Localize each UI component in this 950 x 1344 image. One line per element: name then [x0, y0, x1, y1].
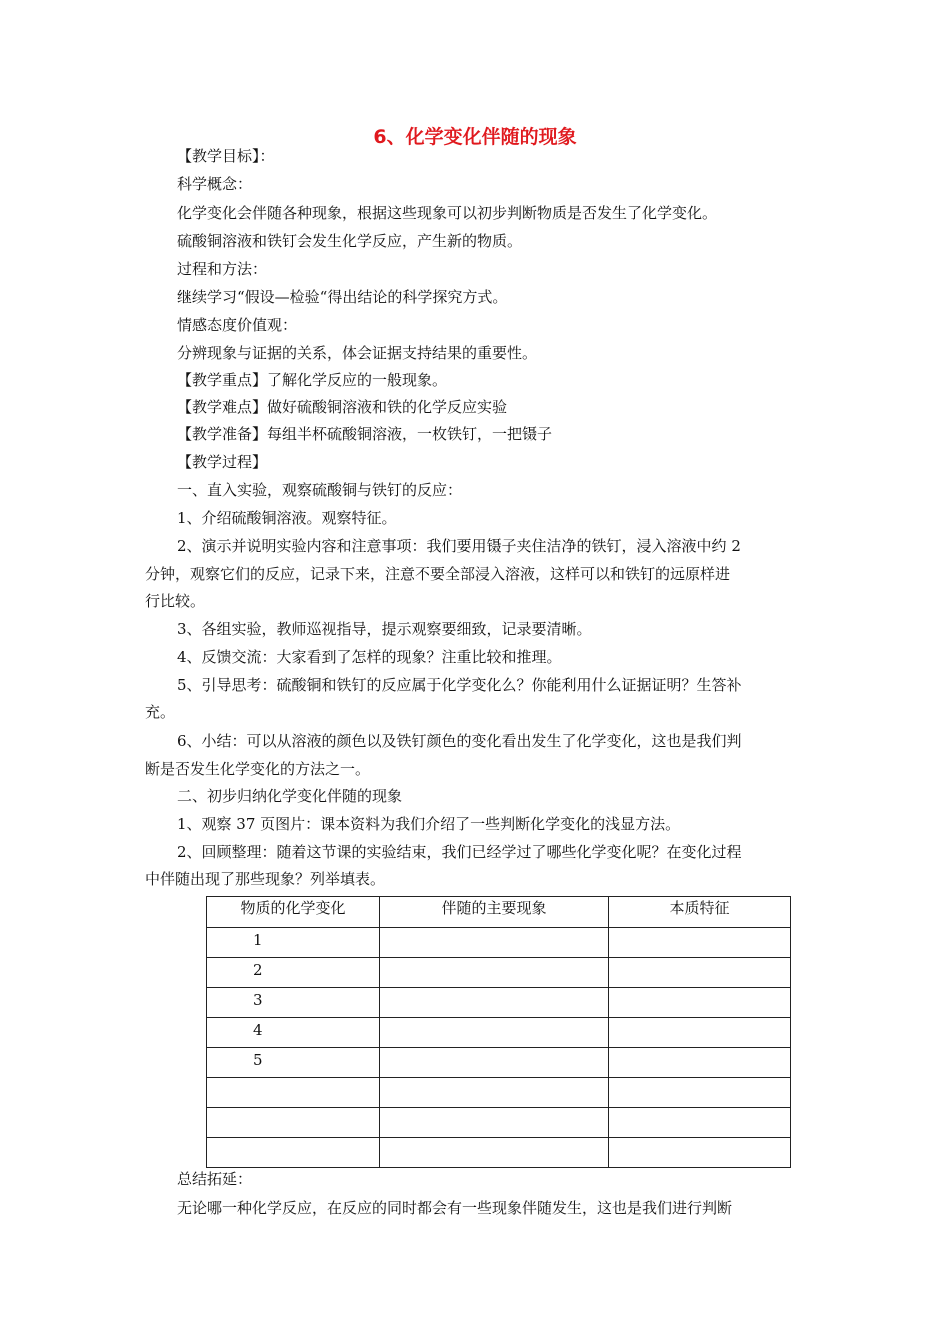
part1-heading: 一、直入实验，观察硫酸铜与铁钉的反应： — [177, 481, 463, 499]
table-cell — [207, 1138, 380, 1168]
row-number: 2 — [253, 961, 263, 979]
table-row — [207, 1078, 791, 1108]
table-cell — [609, 928, 791, 958]
table-cell — [380, 988, 609, 1018]
table-cell — [609, 1018, 791, 1048]
summary-heading: 总结拓延： — [177, 1170, 253, 1188]
table-cell — [207, 1078, 380, 1108]
table-row — [207, 928, 791, 958]
concept-text-2: 硫酸铜溶液和铁钉会发生化学反应，产生新的物质。 — [177, 232, 523, 250]
table-cell — [609, 1078, 791, 1108]
table-cell — [380, 958, 609, 988]
part1-item-5b: 充。 — [145, 703, 176, 721]
objectives-heading: 【教学目标】： — [177, 147, 275, 165]
attitude-text-1: 分辨现象与证据的关系，体会证据支持结果的重要性。 — [177, 344, 538, 362]
table-cell — [380, 928, 609, 958]
table-cell — [609, 1138, 791, 1168]
phenomena-table — [206, 896, 791, 1168]
table-header-row — [207, 897, 791, 928]
row-number: 4 — [253, 1021, 263, 1039]
table-cell — [380, 1108, 609, 1138]
difficulty: 【教学难点】做好硫酸铜溶液和铁的化学反应实验 — [177, 398, 508, 416]
part1-item-4: 4、反馈交流：大家看到了怎样的现象？注重比较和推理。 — [177, 648, 562, 666]
part2-item-2a: 2、回顾整理：随着这节课的实验结束，我们已经学过了哪些化学变化呢？在变化过程 — [177, 843, 742, 861]
method-text-1: 继续学习“假设—检验“得出结论的科学探究方式。 — [177, 288, 508, 306]
table-row — [207, 1138, 791, 1168]
row-number: 1 — [253, 931, 263, 949]
page-title: 6、化学变化伴随的现象 — [373, 126, 577, 148]
table-cell — [609, 988, 791, 1018]
table-cell — [380, 1078, 609, 1108]
part1-item-6b: 断是否发生化学变化的方法之一。 — [145, 760, 371, 778]
table-row — [207, 1018, 791, 1048]
summary-text-1: 无论哪一种化学反应，在反应的同时都会有一些现象伴随发生，这也是我们进行判断 — [177, 1199, 733, 1217]
concept-text-1: 化学变化会伴随各种现象，根据这些现象可以初步判断物质是否发生了化学变化。 — [177, 204, 718, 222]
preparation: 【教学准备】每组半杯硫酸铜溶液，一枚铁钉，一把镊子 — [177, 425, 553, 443]
process-heading: 【教学过程】 — [177, 453, 268, 471]
table-cell — [609, 958, 791, 988]
part1-item-2a: 2、演示并说明实验内容和注意事项：我们要用镊子夹住洁净的铁钉，浸入溶液中约 2 — [177, 537, 741, 555]
science-concept-label: 科学概念： — [177, 175, 253, 193]
part1-item-2b: 分钟，观察它们的反应，记录下来，注意不要全部浸入溶液，这样可以和铁钉的远原样进 — [145, 565, 731, 583]
table-row — [207, 958, 791, 988]
part2-item-2b: 中伴随出现了那些现象？列举填表。 — [145, 870, 386, 888]
table-cell — [609, 1108, 791, 1138]
table-cell — [609, 1048, 791, 1078]
part2-heading: 二、初步归纳化学变化伴随的现象 — [177, 787, 403, 805]
row-number: 3 — [253, 991, 263, 1009]
table-cell — [380, 1138, 609, 1168]
table-cell — [380, 1018, 609, 1048]
table-cell — [380, 1048, 609, 1078]
part2-item-1: 1、观察 37 页图片：课本资料为我们介绍了一些判断化学变化的浅显方法。 — [177, 815, 681, 833]
part1-item-2c: 行比较。 — [145, 592, 206, 610]
table-row — [207, 988, 791, 1018]
part1-item-6a: 6、小结：可以从溶液的颜色以及铁钉颜色的变化看出发生了化学变化，这也是我们判 — [177, 732, 742, 750]
table-row — [207, 1048, 791, 1078]
part1-item-5a: 5、引导思考：硫酸铜和铁钉的反应属于化学变化么？你能利用什么证据证明？生答补 — [177, 676, 742, 694]
part1-item-1: 1、介绍硫酸铜溶液。观察特征。 — [177, 509, 397, 527]
key-point: 【教学重点】了解化学反应的一般现象。 — [177, 371, 448, 389]
process-method-label: 过程和方法： — [177, 260, 268, 278]
row-number: 5 — [253, 1051, 263, 1069]
part1-item-3: 3、各组实验，教师巡视指导，提示观察要细致，记录要清晰。 — [177, 620, 592, 638]
header-chemical-change: 物质的化学变化 — [207, 897, 380, 928]
table-cell — [207, 1108, 380, 1138]
header-main-phenomena: 伴随的主要现象 — [380, 897, 609, 928]
table-row — [207, 1108, 791, 1138]
header-essential-feature: 本质特征 — [609, 897, 791, 928]
attitude-label: 情感态度价值观： — [177, 316, 298, 334]
